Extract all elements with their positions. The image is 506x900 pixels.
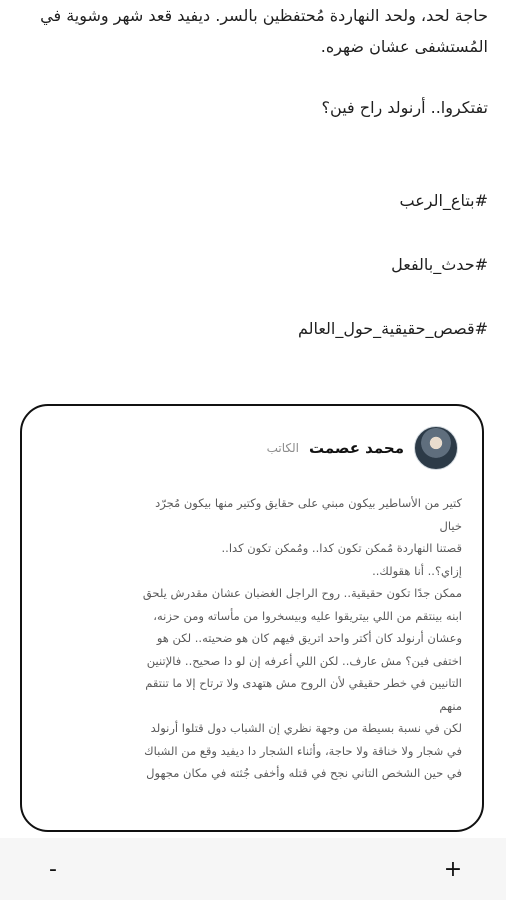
author-header[interactable]	[267, 426, 458, 470]
author-bio-line: ممكن جدًا تكون حقيقية.. روح الراجل الغضبان عشان مقدرش يلحق	[142, 586, 462, 600]
author-bio-line: وعشان أرنولد كان أكتر واحد اتريق فيهم كان هو ضحيته.. لكن هو	[156, 631, 462, 645]
hashtag-link[interactable]: #بتاع_الرعب	[399, 191, 488, 210]
author-bio-line: إزاي؟.. أنا هقولك..	[372, 563, 462, 578]
author-bio	[42, 492, 462, 785]
zoom-controls-bar	[0, 838, 506, 900]
author-card	[20, 404, 484, 832]
author-bio-line: منهم	[439, 698, 462, 713]
author-bio-line: اختفى فين؟ مش عارف.. لكن اللي أعرفه إن لو دا صحيح.. فالإتنين	[146, 653, 462, 668]
author-bio-line: في شجار ولا خناقة ولا حاجة، وأثناء الشجار دا ديفيد وقع من الشباك	[144, 743, 462, 758]
author-bio-line: خيال	[439, 518, 462, 533]
zoom-out-button[interactable]: -	[49, 856, 57, 882]
zoom-in-button[interactable]: +	[443, 856, 463, 882]
author-name[interactable]: محمد عصمت	[308, 439, 404, 457]
author-role: الكاتب	[266, 441, 299, 455]
article-body	[18, 0, 488, 123]
author-bio-line: قصتنا النهاردة مُمكن تكون كدا.. ومُمكن تكون كدا..	[221, 541, 462, 555]
author-bio-line: ابنه بينتقم من اللي بيتريقوا عليه وبيسخروا من مأساته ومن حزنه،	[153, 608, 462, 623]
hashtag-link[interactable]: #قصص_حقيقية_حول_العالم	[297, 319, 488, 338]
article-question: تفتكروا.. أرنولد راح فين؟	[321, 98, 488, 117]
author-bio-line: التانيين في خطر حقيقي لأن الروح مش هتهدى ولا ترتاح إلا ما تنتقم	[145, 676, 462, 690]
hashtag-link[interactable]: #حدث_بالفعل	[391, 255, 488, 274]
author-bio-line: كتير من الأساطير بيكون مبني على حقايق وكتير منها بيكون مُجرّد	[155, 496, 462, 510]
author-avatar-icon[interactable]	[414, 426, 458, 470]
article-paragraph: حاجة لحد، ولحد النهاردة مُحتفظين بالسر. ديفيد قعد شهر وشوية في المُستشفى عشان ضهره.	[40, 6, 488, 56]
author-bio-line: لكن في نسبة بسيطة من وجهة نظري إن الشباب دول قتلوا أرنولد	[150, 721, 462, 735]
author-bio-line: في حين الشخص التاني نجح في قتله وأخفى جُثته في مكان مجهول	[146, 766, 462, 780]
